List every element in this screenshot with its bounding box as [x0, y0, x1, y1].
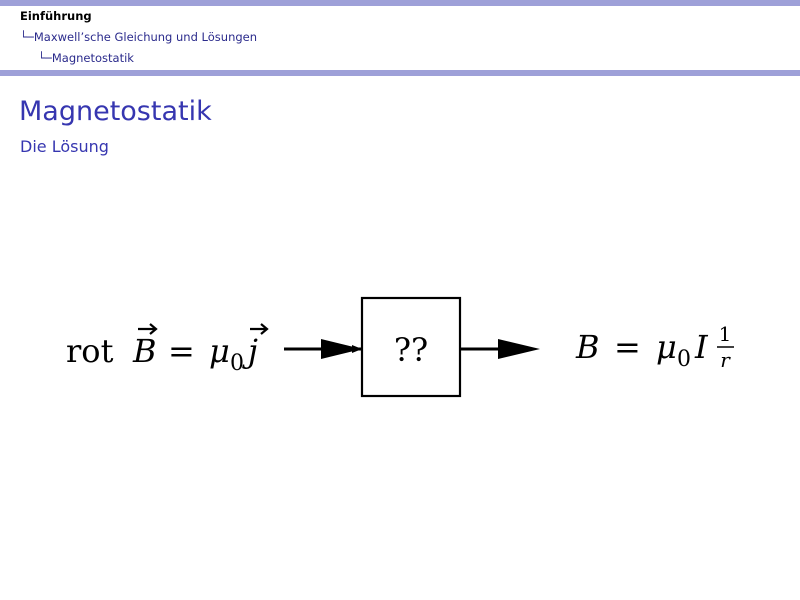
mu-subscript: 0 [230, 351, 244, 376]
mu-symbol: μ [209, 332, 230, 370]
fraction-numerator: 1 [718, 322, 732, 346]
current-density-symbol: j [248, 332, 258, 370]
rot-operator: rot [66, 332, 114, 370]
breadcrumb-subsubsection-label: Magnetostatik [51, 51, 134, 65]
input-arrowhead-icon [321, 339, 362, 359]
mu-symbol: μ [656, 328, 677, 366]
slide-subtitle: Die Lösung [20, 137, 109, 156]
breadcrumb-section-label: Einführung [20, 9, 92, 23]
slide-title: Magnetostatik [19, 96, 212, 127]
tree-branch-icon: └─ [20, 30, 34, 44]
fraction-denominator: r [720, 348, 730, 372]
output-equation [575, 322, 734, 372]
equals-sign: = [614, 328, 641, 366]
current-symbol: I [695, 328, 708, 366]
field-magnitude-symbol: B [576, 328, 600, 366]
tree-branch-icon: └─ [38, 51, 52, 65]
equals-sign: = [168, 332, 195, 370]
magnetic-field-symbol: B [133, 332, 157, 370]
mu-subscript: 0 [677, 347, 691, 372]
unknown-operator-label: ?? [393, 331, 429, 369]
input-equation [66, 324, 267, 376]
breadcrumb-subsection-label: Maxwell’sche Gleichung und Lösungen [33, 30, 258, 44]
output-arrowhead-icon [498, 339, 540, 359]
